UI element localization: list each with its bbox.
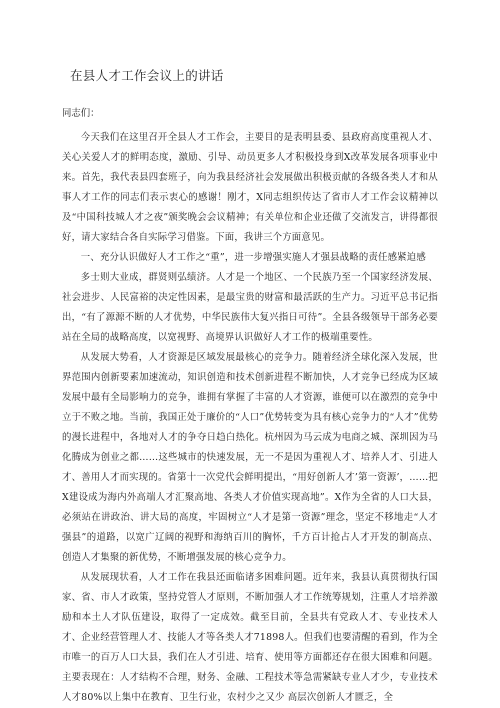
section-heading-1: 一、充分认识做好人才工作之“重”，进一步增强实施人才强县战略的责任感紧迫感 — [80, 252, 426, 263]
paragraph-intro: 今天我们在这里召开全县人才工作会，主要目的是表明县委、县政府高度重视人才、关心关爱人才的鲜明态度，激励、引导、动员更多人才积极投身到X改革发展各项事业中来。首先，我代表县四套班子，向为我县经济社会发展做出积极贡献的各级各类人才和从事人才工作的同志们表示衷心的感谢！刚才，X同志组织传达了省市人才工作会议精神以及“中国科技城人才之夜”颁奖晚会会议精神；有关单位和企业还做了交流发言，讲得都很好，请大家结合各自实际学习借鉴。下面，我讲三个方面意见。 — [62, 132, 438, 243]
greeting: 同志们： — [62, 108, 100, 119]
paragraph-development-trend: 从发展大势看，人才资源是区域发展最核心的竞争力。随着经济全球化深入发展，世界范围内创新要素加速流动，知识创造和技术创新进程不断加快，人才竞争已经成为区域发展中最有全局影响力的竞争，谁拥有掌握了丰富的人才资源，谁便可以在激烈的竞争中立于不败之地。当前，我国正处于廉价的“人口”优势转变为具有核心竞争力的“人才”优势的漫长进程中，各地对人才的争夺日趋白热化。杭州因为马云成为电商之城、深圳因为马化腾成为创业之都……这些城市的快速发展，无一不是因为重视人才、培养人才、引进人才、善用人才而实现的。省第十一次党代会鲜明提出，“用好创新人才’第一资源’，……把X建设成为海内外高端人才汇聚高地、各类人才价值实现高地”。X作为全省的人口大县，必须站在讲政治、讲大局的高度，牢固树立“人才是第一资源”理念，坚定不移地走“人才强县”的道路，以宽广辽阔的视野和海纳百川的胸怀，千方百计抢占人才开发的制高点、创造人才集聚的新优势，不断增强发展的核心竞争力。 — [62, 352, 438, 563]
paragraph-development-status: 从发展现状看，人才工作在我县还面临诸多困难问题。近年来，我县认真贯彻执行国家、省、市人才政策，坚持党管人才原则，不断加强人才工作统筹规划，注重人才培养激励和本土人才队伍建设，取得了一定成效。截至目前，全县共有党政人才、专业技术人才、企业经营管理人才、技能人才等各类人才71898人。但我们也要清醒的看到，作为全市唯一的百万人口大县，我们在人才引进、培育、使用等方面都还存在很大困难和问题。主要表现在：人才结构不合理，财务、金融、工程技术等急需紧缺专业人才少，专业技术人才80%以上集中在教育、卫生行业，农村少之又少 高层次创新人才匮乏，全 — [62, 572, 438, 703]
document-title: 在县人才工作会议上的讲话 — [70, 68, 224, 83]
paragraph-talent-importance: 多士则大业成，群贤则弘绩济。人才是一个地区、一个民族乃至一个国家经济发展、社会进步、人民富裕的决定性因素，是最宝贵的财富和最活跃的生产力。习近平总书记指出，“有了源源不断的人才优势，中华民族伟大复兴指日可待”。全县各级领导干部务必要站在全局的战略高度，以宽视野、高境界认识做好人才工作的极端重要性。 — [62, 272, 438, 343]
